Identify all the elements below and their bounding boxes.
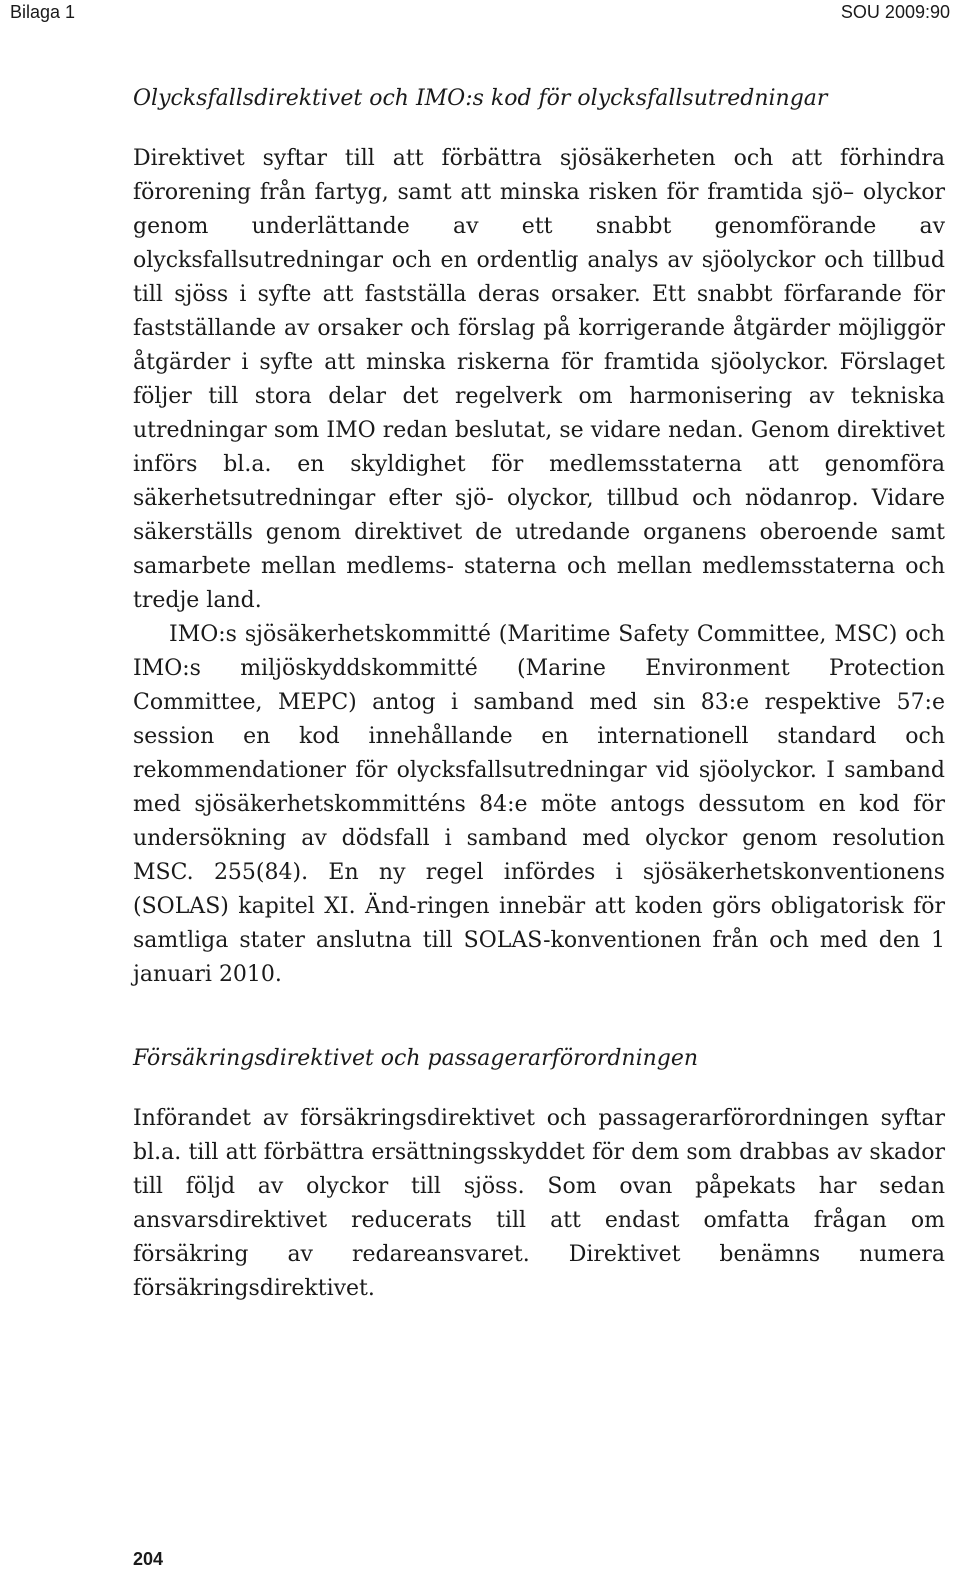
paragraph: IMO:s sjösäkerhetskommitté (Maritime Safety Committee, MSC) och IMO:s miljöskyddskommitté (Marine Environment Protection Committee, MEPC) antog i samband med sin 83:e respektive 57:e session en kod innehållande en internationell standard och rekommendationer för olycksfallsutredningar vid sjöolyckor. I samband med sjösäkerhetskommitténs 84:e möte antogs dessutom en kod för undersökning av dödsfall i samband med olyckor genom resolution MSC. 255(84). En ny regel infördes i sjösäkerhetskonventionens (SOLAS) kapitel XI. Änd-ringen innebär att koden görs obligatorisk för samtliga stater anslutna till SOLAS-konventionen från och med den 1 januari 2010. — [133, 622, 945, 987]
section-heading-insurance-directive: Försäkringsdirektivet och passagerarförordningen — [133, 1046, 699, 1071]
report-reference: SOU 2009:90 — [840, 2, 950, 22]
page-body — [133, 82, 945, 1306]
appendix-label: Bilaga 1 — [10, 2, 76, 22]
paragraph: Direktivet syftar till att förbättra sjösäkerheten och att förhindra förorening från fartyg, samt att minska risken för framtida sjö– olyckor genom underlättande av ett snabbt genomförande av olycksfallsutredningar och en ordentlig analys av sjöolyckor och tillbud till sjöss i syfte att fastställa deras orsaker. Ett snabbt förfarande för fastställande av orsaker och förslag på korrigerande åtgärder möjliggör åtgärder i syfte att minska riskerna för framtida sjöolyckor. Förslaget följer till stora delar det regelverk om harmonisering av tekniska utredningar som IMO redan beslutat, se vidare nedan. Genom direktivet införs bl.a. en skyldighet för medlemsstaterna att genomföra säkerhetsutredningar efter sjö- olyckor, tillbud och nödanrop. Vidare säkerställs genom direktivet de utredande organens oberoende samt samarbete mellan medlems- staterna och mellan medlemsstaterna och tredje land. — [133, 146, 945, 613]
running-header — [0, 0, 960, 32]
page-number: 204 — [133, 1549, 164, 1569]
paragraph: Införandet av försäkringsdirektivet och passagerarförordningen syftar bl.a. till att förbättra ersättningsskyddet för dem som drabbas av skador till följd av olyckor till sjöss. Som ovan påpekats har sedan ansvarsdirektivet reducerats till att endast omfatta frågan om försäkring av redareansvaret. Direktivet benämns numera försäkringsdirektivet. — [133, 1106, 945, 1301]
section-heading-accident-directive: Olycksfallsdirektivet och IMO:s kod för olycksfallsutredningar — [133, 86, 828, 111]
